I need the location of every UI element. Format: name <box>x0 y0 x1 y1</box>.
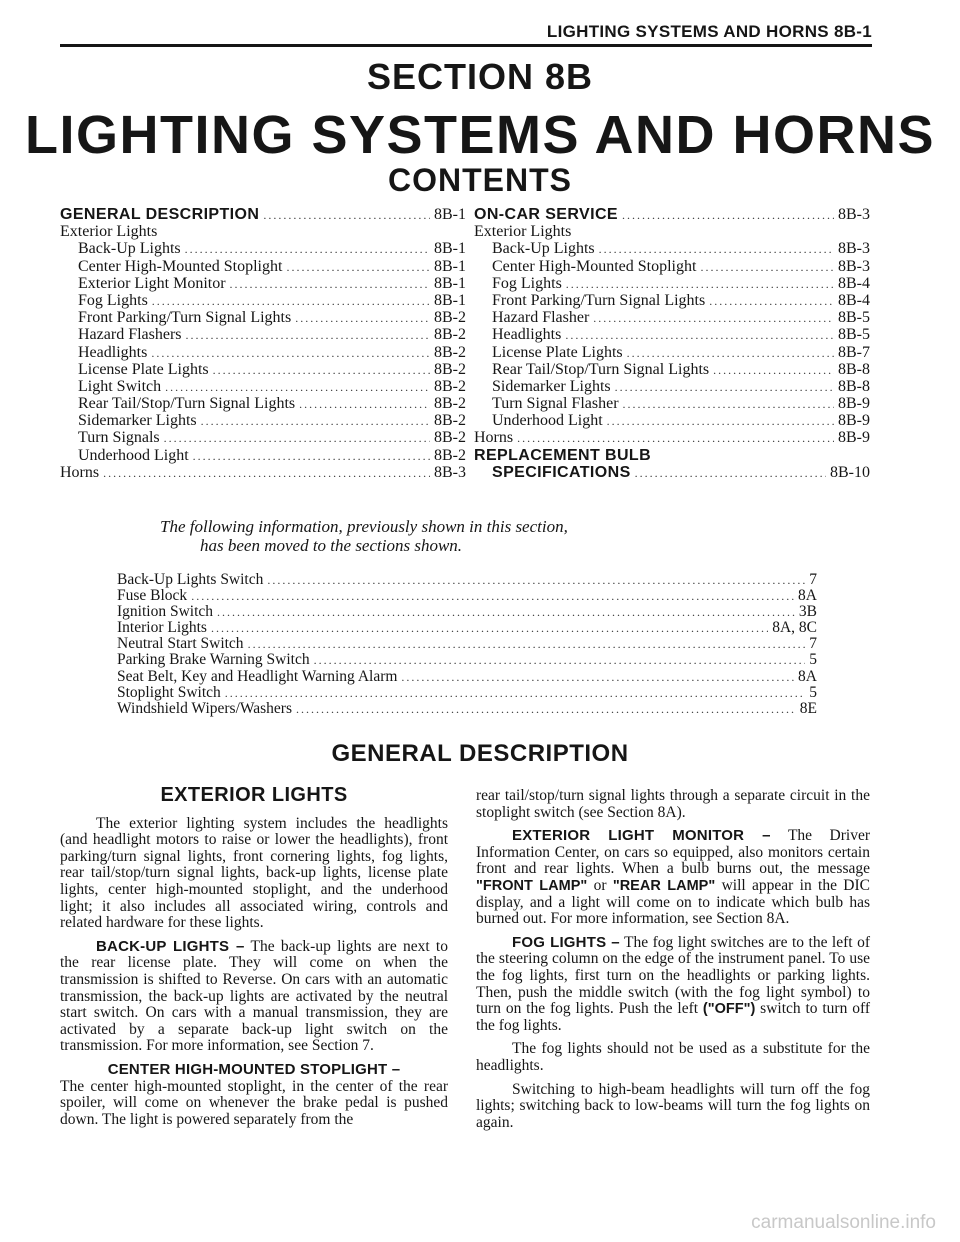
leader-dots <box>296 701 796 717</box>
running-head: LIGHTING SYSTEMS AND HORNS 8B-1 <box>546 22 872 41</box>
toc-entry-label: Turn Signals <box>78 429 160 447</box>
leader-dots <box>700 259 834 276</box>
toc-entry-label: SPECIFICATIONS <box>492 463 631 481</box>
toc-entry-page: 8B-4 <box>838 291 870 309</box>
toc-row <box>474 378 870 395</box>
toc-row <box>60 447 466 464</box>
toc-entry-label: Fuse Block <box>117 587 188 605</box>
toc-entry-page: 8B-2 <box>434 309 466 327</box>
high-beam-paragraph: Switching to high-beam headlights will turn off the fog lights; switching back to low-beams will turn the fog lights on again. <box>476 1080 870 1131</box>
leader-dots <box>599 241 834 258</box>
toc-entry-label: Center High-Mounted Stoplight <box>492 257 697 275</box>
toc-row <box>474 361 870 378</box>
light-monitor-paragraph <box>476 828 870 928</box>
toc-row <box>60 326 466 343</box>
moved-note-line-2: has been moved to the sections shown. <box>200 536 463 555</box>
off-switch-label: ("OFF") <box>702 1001 756 1018</box>
toc-row <box>474 395 870 412</box>
toc-entry-page: 8A, 8C <box>772 619 817 637</box>
fog-lights-text-1: The fog light switches are to the left of the steering column on the edge of the instrument panel. To use the fog lights, first turn on the headlights or parking lights. Then, push the middle switch (with the fog light symbol) to turn on the fog lights. Push the left <box>476 933 870 1018</box>
toc-entry-page: 8B-1 <box>434 257 466 275</box>
leader-dots <box>709 293 834 310</box>
toc-entry-page: 8B-3 <box>838 206 870 223</box>
toc-row <box>117 701 817 717</box>
leader-dots <box>713 362 834 379</box>
toc-row <box>474 275 870 292</box>
toc-entry-label: Light Switch <box>78 377 162 395</box>
light-monitor-run-in: EXTERIOR LIGHT MONITOR – <box>512 827 771 845</box>
toc-entry-page: 8B-2 <box>434 360 466 378</box>
toc-entry-page: 8B-9 <box>838 395 870 413</box>
general-description-heading: GENERAL DESCRIPTION <box>331 740 629 767</box>
toc-entry-page: 8B-5 <box>838 326 870 344</box>
toc-entry-label: Rear Tail/Stop/Turn Signal Lights <box>492 360 710 378</box>
leader-dots <box>267 572 805 588</box>
toc-entry-label: Horns <box>60 463 100 481</box>
toc-row <box>117 604 817 620</box>
toc-entry-page: 8B-2 <box>434 429 466 447</box>
leader-dots <box>627 345 834 362</box>
toc-entry-label: Sidemarker Lights <box>78 412 197 430</box>
leader-dots <box>211 620 768 636</box>
light-monitor-or: or <box>587 876 613 894</box>
exterior-lights-heading: EXTERIOR LIGHTS <box>160 784 348 806</box>
watermark: carmanualsonline.info <box>751 1212 936 1233</box>
leader-dots <box>191 588 794 604</box>
toc-row <box>60 223 466 240</box>
exterior-lights-paragraph: The exterior lighting system includes the headlights (and headlight motors to raise or lower the headlights), front parking/turn signal lights, front cornering lights, fog lights, rear tail/stop/turn signal lights, back-up lights, license plate lights, center high-mounted stoplight, and the underhood light; it also includes all associated wiring, controls and related hardware for these lights. <box>60 814 448 932</box>
toc-entry-label: Interior Lights <box>117 619 207 637</box>
leader-dots <box>225 685 805 701</box>
toc-entry-page: 8B-1 <box>434 206 466 223</box>
leader-dots <box>185 241 430 258</box>
toc-right-column <box>474 206 870 481</box>
leader-dots <box>248 636 806 652</box>
toc-entry-label: Back-Up Lights Switch <box>117 571 264 588</box>
toc-entry-page: 8E <box>799 699 817 717</box>
moved-list <box>117 572 817 717</box>
toc-row <box>60 395 466 412</box>
toc-entry-label: REPLACEMENT BULB <box>474 446 652 464</box>
toc-row <box>60 361 466 378</box>
toc-row <box>60 412 466 429</box>
leader-dots <box>623 396 834 413</box>
toc-row <box>60 240 466 257</box>
toc-entry-page: 5 <box>809 683 817 701</box>
moved-note <box>160 517 800 555</box>
leader-dots <box>152 293 430 310</box>
section-number: SECTION 8B <box>366 56 594 97</box>
toc-row <box>60 464 466 481</box>
toc-entry-page: 8A <box>798 587 817 605</box>
chmsl-run-in: CENTER HIGH-MOUNTED STOPLIGHT – <box>107 1060 401 1078</box>
toc-entry-page: 8B-5 <box>838 309 870 327</box>
toc-row <box>474 240 870 257</box>
toc-entry-page: 8B-1 <box>434 291 466 309</box>
toc-entry-label: Rear Tail/Stop/Turn Signal Lights <box>78 395 296 413</box>
toc-row <box>60 206 466 223</box>
toc-entry-page: 8B-9 <box>838 429 870 447</box>
toc-entry-label: Hazard Flashers <box>78 326 182 344</box>
leader-dots <box>622 207 834 224</box>
toc-entry-page: 8B-2 <box>434 343 466 361</box>
toc-entry-page: 8B-7 <box>838 343 870 361</box>
leader-dots <box>151 345 430 362</box>
toc-entry-label: Fog Lights <box>492 274 562 292</box>
light-monitor-text-1: The Driver Information Center, on cars so equipped, also monitors certain front and rear lights. When a bulb burns out, the message <box>476 827 870 878</box>
toc-entry-label: Headlights <box>492 326 562 344</box>
toc-entry-label: Front Parking/Turn Signal Lights <box>492 291 706 309</box>
toc-left-column <box>60 206 466 481</box>
toc-entry-label: Neutral Start Switch <box>117 635 244 653</box>
fog-lights-run-in: FOG LIGHTS – <box>512 933 620 951</box>
leader-dots <box>201 413 430 430</box>
toc-row <box>117 572 817 588</box>
toc-row <box>60 344 466 361</box>
backup-lights-paragraph <box>60 939 448 1055</box>
toc-row <box>474 344 870 361</box>
toc-entry-label: Headlights <box>78 343 148 361</box>
toc-entry-page: 8B-2 <box>434 377 466 395</box>
toc-row <box>117 636 817 652</box>
toc-entry-page: 8B-2 <box>434 326 466 344</box>
fog-lights-paragraph <box>476 935 870 1035</box>
leader-dots <box>230 276 430 293</box>
toc-entry-page: 8B-4 <box>838 274 870 292</box>
leader-dots <box>314 652 806 668</box>
toc-row <box>117 588 817 604</box>
leader-dots <box>217 604 795 620</box>
toc-entry-label: Back-Up Lights <box>78 240 181 258</box>
toc-row <box>474 292 870 309</box>
toc-row <box>60 309 466 326</box>
toc-row <box>474 464 870 481</box>
toc-row <box>474 206 870 223</box>
right-text-column <box>476 788 870 1131</box>
toc-entry-page: 3B <box>798 603 817 621</box>
front-lamp-message: "FRONT LAMP" <box>476 877 588 894</box>
toc-row <box>60 378 466 395</box>
leader-dots <box>286 259 430 276</box>
toc-row <box>117 652 817 668</box>
toc-row <box>60 429 466 446</box>
leader-dots <box>517 430 834 447</box>
toc-entry-label: Stoplight Switch <box>117 683 221 701</box>
leader-dots <box>615 379 834 396</box>
toc-entry-label: License Plate Lights <box>78 360 209 378</box>
toc-entry-page: 8B-3 <box>838 257 870 275</box>
chmsl-continuation: rear tail/stop/turn signal lights through a separate circuit in the stoplight switch (see Section 8A). <box>476 787 870 821</box>
leader-dots <box>193 448 430 465</box>
toc-entry-label: Parking Brake Warning Switch <box>117 651 310 669</box>
toc-row <box>60 275 466 292</box>
toc-entry-page: 8A <box>798 667 817 685</box>
toc-entry-label: Underhood Light <box>78 446 189 464</box>
toc-row <box>60 292 466 309</box>
header-rule <box>60 44 872 47</box>
toc-entry-label: Hazard Flasher <box>492 309 590 327</box>
toc-entry-label: Exterior Lights <box>60 223 158 241</box>
toc-entry-label: GENERAL DESCRIPTION <box>60 206 260 223</box>
toc-entry-label: Exterior Lights <box>474 223 572 241</box>
light-monitor-text-2: will appear in the DIC display, and a light will come on to indicate which bulb has burned out. For more information, see Section 8A. <box>476 876 870 928</box>
toc-entry-label: Exterior Light Monitor <box>78 274 226 292</box>
leader-dots <box>295 310 430 327</box>
section-title: LIGHTING SYSTEMS AND HORNS <box>24 105 936 165</box>
leader-dots <box>635 465 826 482</box>
toc-entry-label: Ignition Switch <box>117 603 214 621</box>
toc-row <box>474 447 870 464</box>
toc-entry-label: Fog Lights <box>78 291 148 309</box>
toc-entry-page: 8B-1 <box>434 274 466 292</box>
leader-dots <box>164 430 430 447</box>
backup-lights-text: The back-up lights are next to the rear license plate. They will come on when the transmission is shifted to Reverse. On cars with an automatic transmission, the back-up lights are activated by the neutral start switch. On cars with a manual transmission, they are activated by a separate back-up light switch on the transmission. For more information, see Section 7. <box>60 937 448 1055</box>
toc-entry-page: 8B-8 <box>838 377 870 395</box>
toc-entry-page: 8B-3 <box>434 463 466 481</box>
chmsl-text: The center high-mounted stoplight, in the center of the rear spoiler, will come on whenever the brake pedal is pushed down. The light is powered separately from the <box>60 1077 448 1128</box>
rear-lamp-message: "REAR LAMP" <box>612 877 716 894</box>
toc-entry-label: Center High-Mounted Stoplight <box>78 257 283 275</box>
chmsl-paragraph <box>60 1062 448 1128</box>
toc-entry-page: 8B-9 <box>838 412 870 430</box>
toc-row <box>60 258 466 275</box>
toc-row <box>474 326 870 343</box>
toc-entry-label: License Plate Lights <box>492 343 623 361</box>
toc-entry-label: Front Parking/Turn Signal Lights <box>78 309 292 327</box>
fog-lights-text-2: switch to turn off the fog lights. <box>476 1000 870 1034</box>
fog-lights-substitute-paragraph: The fog lights should not be used as a substitute for the headlights. <box>476 1040 870 1074</box>
left-text-column <box>60 784 448 1128</box>
toc-entry-label: Horns <box>474 429 514 447</box>
toc-row <box>474 258 870 275</box>
toc-row <box>474 309 870 326</box>
leader-dots <box>566 276 834 293</box>
toc-row <box>474 429 870 446</box>
toc-entry-page: 8B-10 <box>830 463 870 481</box>
toc-entry-label: Windshield Wipers/Washers <box>117 699 293 717</box>
leader-dots <box>103 465 430 482</box>
toc-entry-label: Turn Signal Flasher <box>492 395 619 413</box>
toc-entry-page: 8B-2 <box>434 446 466 464</box>
toc-entry-page: 7 <box>809 571 817 588</box>
toc-row <box>117 685 817 701</box>
toc-entry-label: ON-CAR SERVICE <box>474 206 618 223</box>
contents-title: CONTENTS <box>388 162 572 198</box>
moved-note-line-1: The following information, previously shown in this section, <box>160 517 568 536</box>
leader-dots <box>299 396 430 413</box>
leader-dots <box>565 327 834 344</box>
leader-dots <box>593 310 834 327</box>
toc-entry-page: 8B-2 <box>434 412 466 430</box>
toc-row <box>117 620 817 636</box>
toc-entry-page: 8B-2 <box>434 395 466 413</box>
toc-entry-page: 5 <box>809 651 817 669</box>
toc-row <box>117 669 817 685</box>
toc-entry-page: 8B-8 <box>838 360 870 378</box>
toc-entry-label: Underhood Light <box>492 412 603 430</box>
toc-entry-label: Sidemarker Lights <box>492 377 611 395</box>
leader-dots <box>607 413 834 430</box>
leader-dots <box>263 207 430 224</box>
leader-dots <box>186 327 430 344</box>
toc-entry-page: 7 <box>809 635 817 653</box>
toc-row <box>474 412 870 429</box>
backup-lights-run-in: BACK-UP LIGHTS – <box>96 937 245 955</box>
leader-dots <box>213 362 430 379</box>
leader-dots <box>165 379 430 396</box>
toc-entry-label: Seat Belt, Key and Headlight Warning Alarm <box>117 667 398 685</box>
toc-entry-label: Back-Up Lights <box>492 240 595 258</box>
leader-dots <box>401 669 794 685</box>
toc-entry-page: 8B-3 <box>838 240 870 258</box>
toc-entry-page: 8B-1 <box>434 240 466 258</box>
toc-row <box>474 223 870 240</box>
